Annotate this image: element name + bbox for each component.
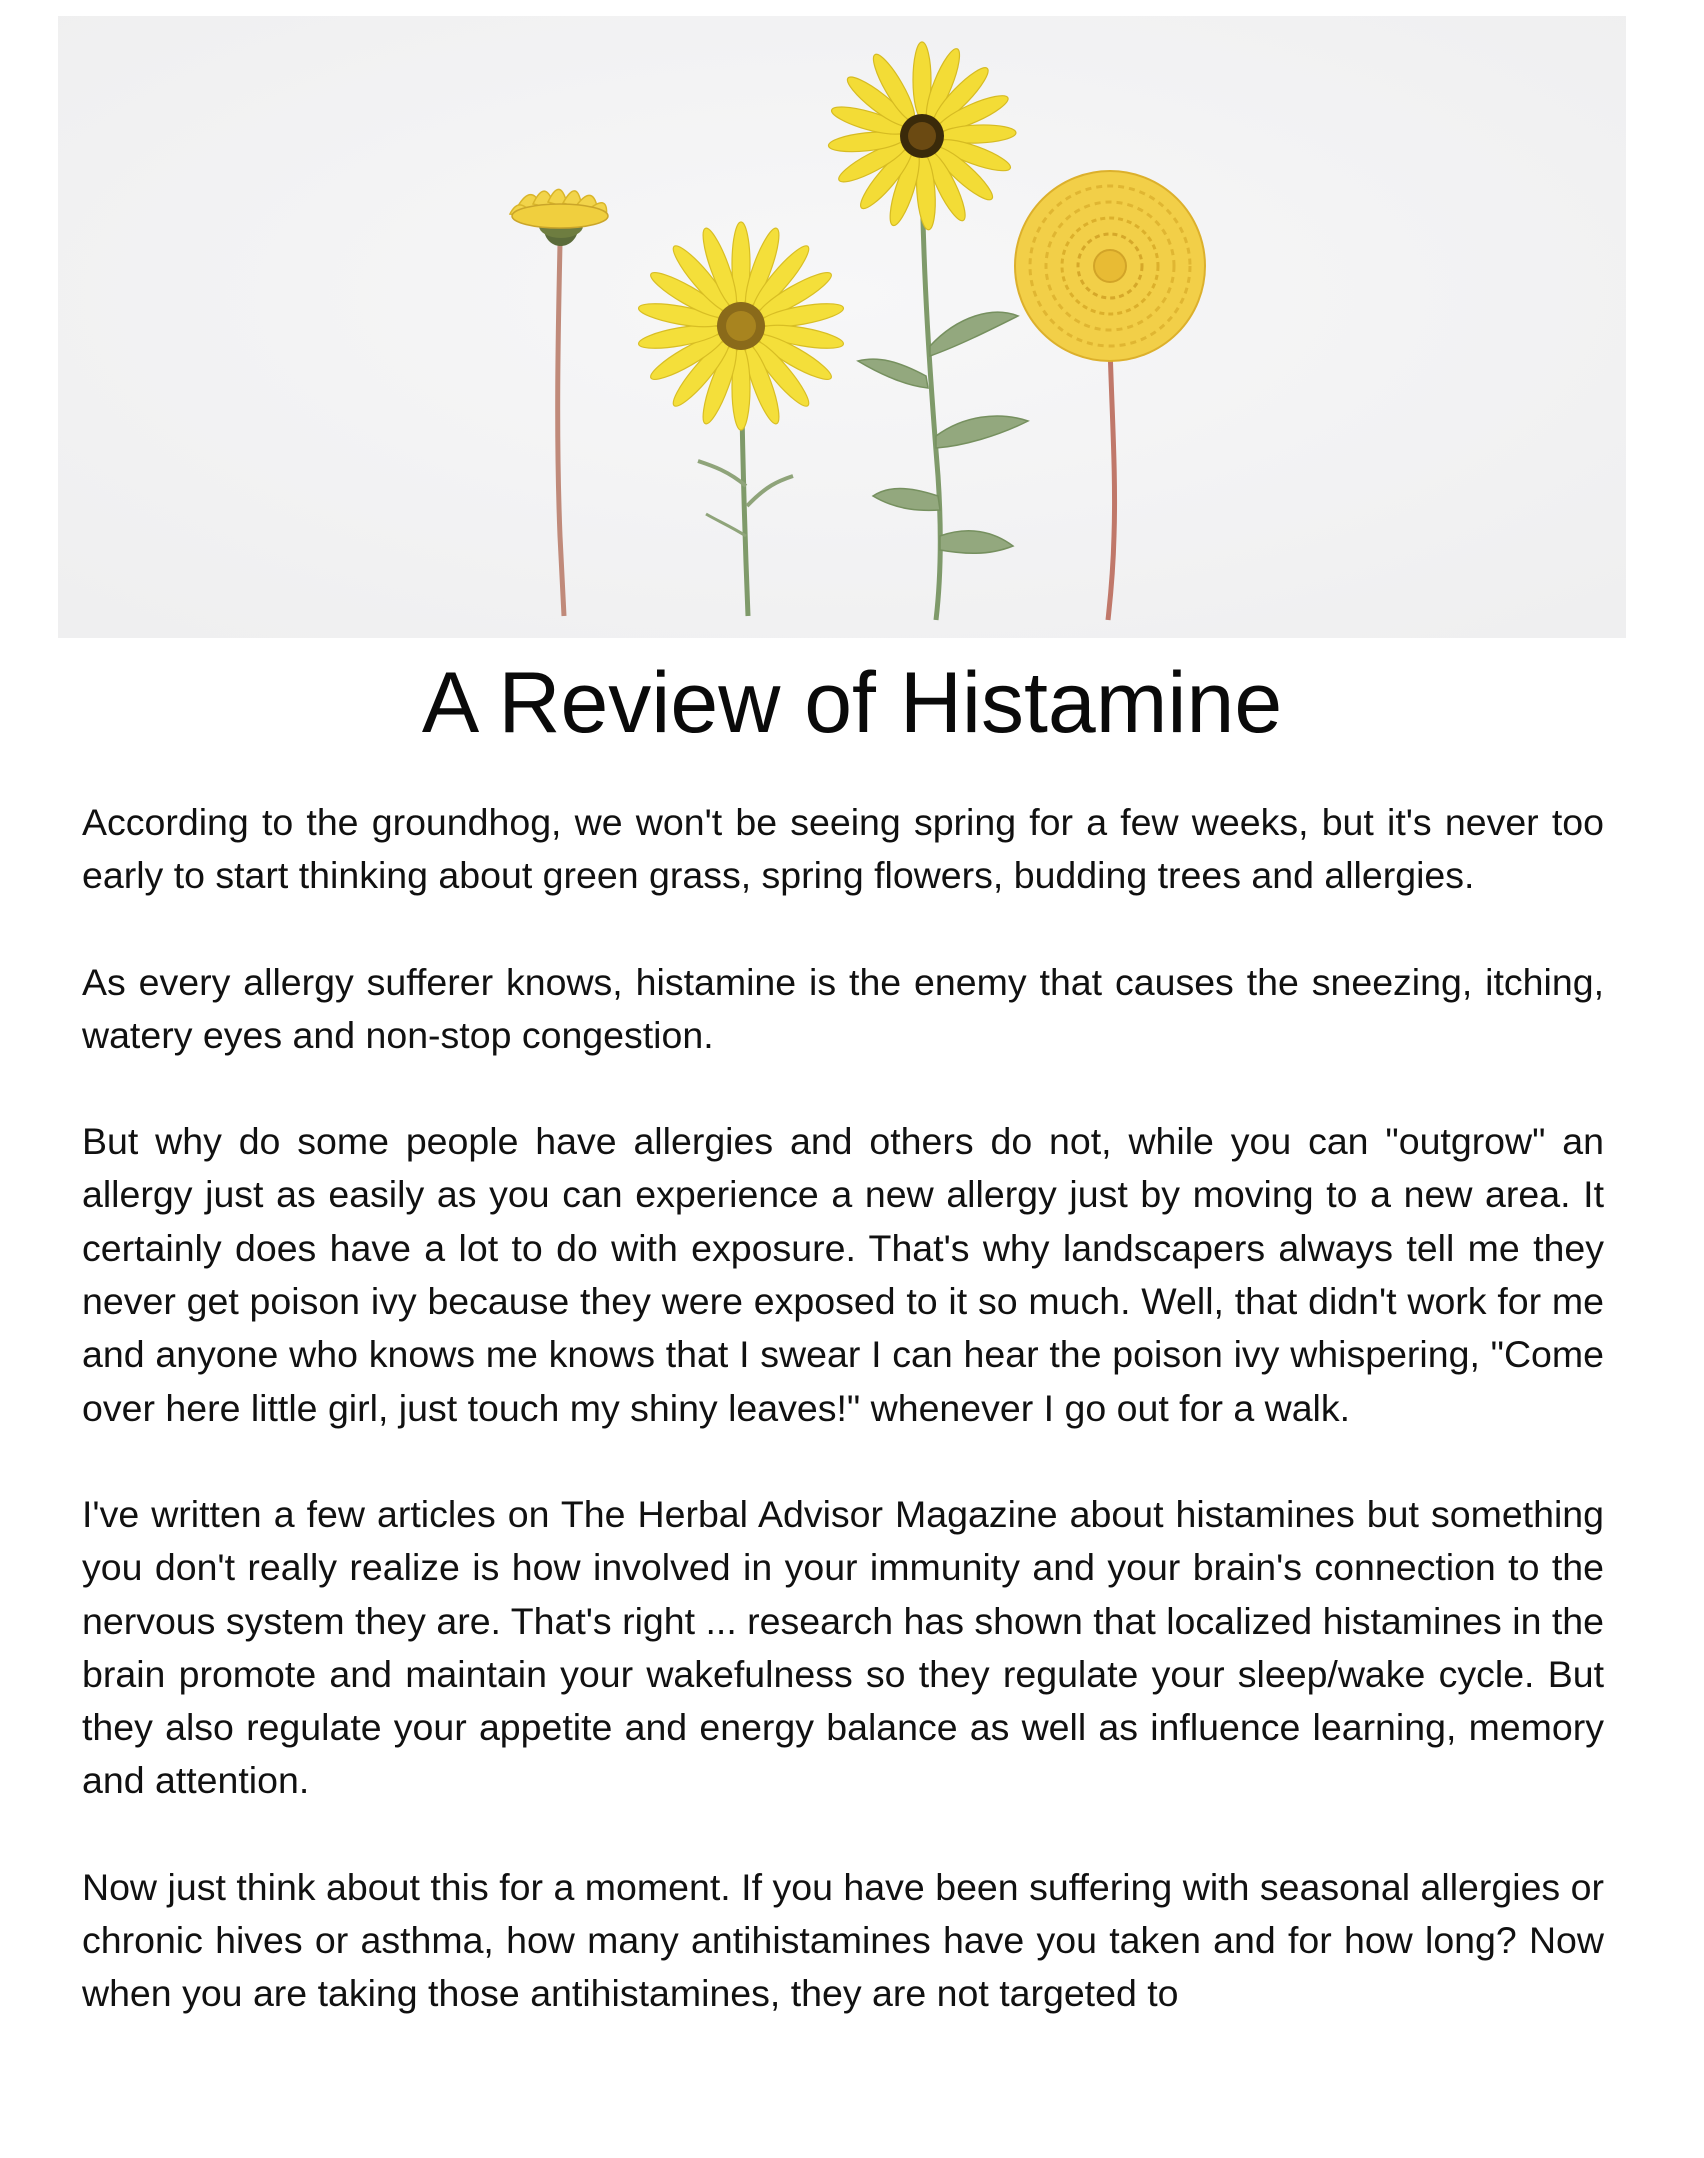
- article-body: [82, 796, 1604, 2074]
- page-title: A Review of Histamine: [421, 655, 1283, 751]
- paragraph: As every allergy sufferer knows, histamine is the enemy that causes the sneezing, itching, watery eyes and non-stop congestion.: [82, 960, 1604, 1056]
- paragraph: But why do some people have allergies and others do not, while you can "outgrow" an allergy just as easily as you can experience a new allergy just by moving to a new area. It certainly does have a lot to do with exposure. That's why landscapers always tell me they never get poison ivy because they were exposed to it so much. Well, that didn't work for me and anyone who knows me knows that I swear I can hear the poison ivy whispering, "Come over here little girl, just touch my shiny leaves!" whenever I go out for a walk.: [82, 1120, 1604, 1429]
- hero-flower-illustration: [58, 16, 1626, 638]
- paragraph: Now just think about this for a moment. If you have been suffering with seasonal allergies or chronic hives or asthma, how many antihistamines have you taken and for how long? Now when you are taking those antihistamines, they are not targeted to: [82, 1865, 1604, 2015]
- botanical-flowers-icon: [58, 16, 1626, 638]
- paragraph: According to the groundhog, we won't be seeing spring for a few weeks, but it's never too early to start thinking about green grass, spring flowers, budding trees and allergies.: [82, 801, 1604, 897]
- paragraph: I've written a few articles on The Herbal Advisor Magazine about histamines but something you don't really realize is how involved in your immunity and your brain's connection to the nervous system they are. That's right ... research has shown that localized histamines in the brain promote and maintain your wakefulness so they regulate your sleep/wake cycle. But they also regulate your appetite and energy balance as well as influence learning, memory and attention.: [82, 1492, 1604, 1802]
